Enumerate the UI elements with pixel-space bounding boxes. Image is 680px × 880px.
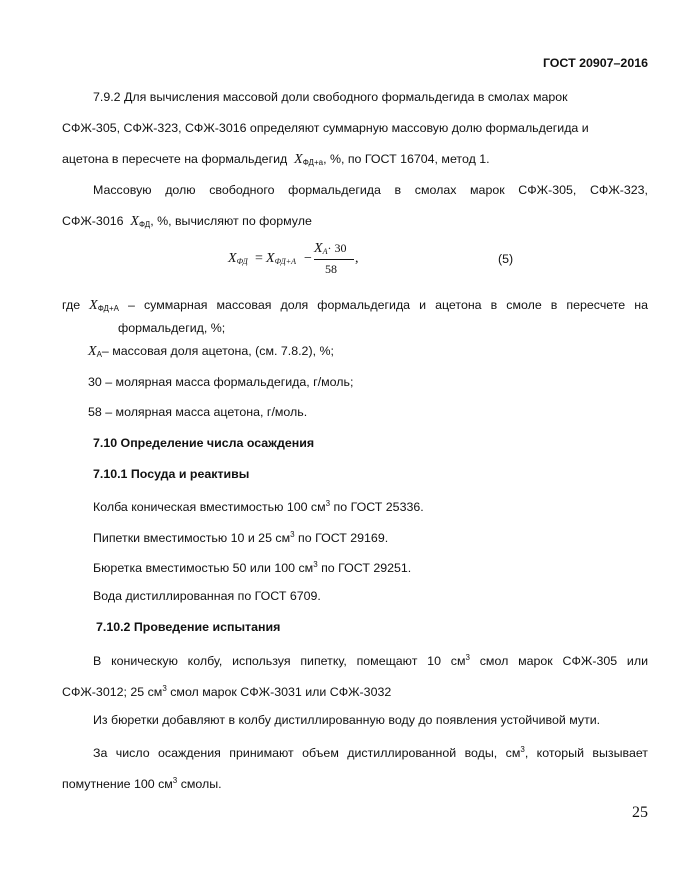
where-def1 [62, 297, 648, 317]
section-7102-title: 7.10.2 Проведение испытания [96, 620, 281, 634]
where-intro: где [62, 298, 81, 312]
formula-number: (5) [498, 252, 514, 266]
where-def2 [88, 343, 334, 363]
symbol-x: X [294, 152, 303, 167]
formula-denominator: 58 [325, 262, 337, 276]
where-def3: 30 – молярная масса формальдегида, г/моль; [88, 375, 354, 389]
procedure-p2: Из бюретки добавляют в колбу дистиллированную воду до появления устойчивой мути. [93, 713, 601, 727]
equipment-item-1: Колба коническая вместимостью 100 $см^3$ по ГОСТ 25336. [93, 499, 424, 514]
fraction-bar [314, 259, 354, 260]
formula-minus: − [304, 251, 312, 266]
symbol-x: X [130, 214, 139, 229]
where-def4: 58 – молярная масса ацетона, г/моль. [88, 405, 308, 419]
section-7101-title: 7.10.1 Посуда и реактивы [93, 467, 250, 481]
where-def1-cont: формальдегид, %; [118, 321, 226, 335]
formula-comma: , [355, 251, 359, 266]
text-segment: , %, вычисляют по формуле [150, 214, 312, 228]
para-792-line2: СФЖ-305, СФЖ-323, СФЖ-3016 определяют суммарную массовую долю формальдегида и [62, 121, 589, 135]
symbol-x: X [89, 298, 98, 313]
procedure-p1-line1: В коническую колбу, используя пипетку, помещают 10 $см^3$ смол марок СФЖ-305 или [93, 653, 648, 668]
text-segment: – суммарная массовая доля формальдегида и ацетона в смоле в пересчете на [128, 298, 648, 312]
procedure-p1-line2: СФЖ-3012; 25 $см^3$ смол марок СФЖ-3031 или СФЖ-3032 [62, 684, 392, 699]
para-mass-line1: Массовую долю свободного формальдегида в смолах марок СФЖ-305, СФЖ-323, [93, 183, 648, 197]
section-710-title: 7.10 Определение числа осаждения [93, 436, 315, 450]
equipment-item-3: Бюретка вместимостью 50 или 100 $см^3$ по ГОСТ 29251. [93, 560, 412, 575]
text-segment: , %, по ГОСТ 16704, метод 1. [323, 152, 490, 166]
para-mass-line2 [62, 213, 312, 233]
para-792-line1: 7.9.2 Для вычисления массовой доли свободного формальдегида в смолах марок [93, 90, 568, 104]
procedure-p3-line2: помутнение 100 $см^3$ смолы. [62, 776, 222, 791]
formula-lhs: XФД [228, 251, 248, 266]
text-segment: СФЖ-3016 [62, 214, 124, 228]
symbol-subscript: ФД+А [97, 304, 119, 313]
formula-numerator: XA· 30 [314, 241, 347, 256]
symbol-subscript: А [96, 350, 102, 359]
para-792-line3 [62, 151, 490, 171]
symbol-x: X [88, 344, 97, 359]
page-header-standard: ГОСТ 20907–2016 [542, 56, 648, 70]
procedure-p3-line1: За число осаждения принимают объем дистиллированной воды, $см^3$, который вызывает [93, 745, 648, 760]
equipment-item-2: Пипетки вместимостью 10 и 25 $см^3$ по ГОСТ 29169. [93, 530, 389, 545]
equipment-item-4: Вода дистиллированная по ГОСТ 6709. [93, 589, 321, 603]
formula-5 [228, 243, 368, 277]
page-number: 25 [632, 804, 648, 821]
formula-equals: = [255, 251, 263, 266]
text-segment: ацетона в пересчете на формальдегид [62, 152, 288, 166]
symbol-subscript: ФД+а [302, 158, 324, 167]
formula-term1: XФД+А [266, 251, 296, 266]
symbol-subscript: ФД [138, 220, 151, 229]
text-segment: – массовая доля ацетона, (см. 7.8.2), %; [101, 344, 334, 358]
